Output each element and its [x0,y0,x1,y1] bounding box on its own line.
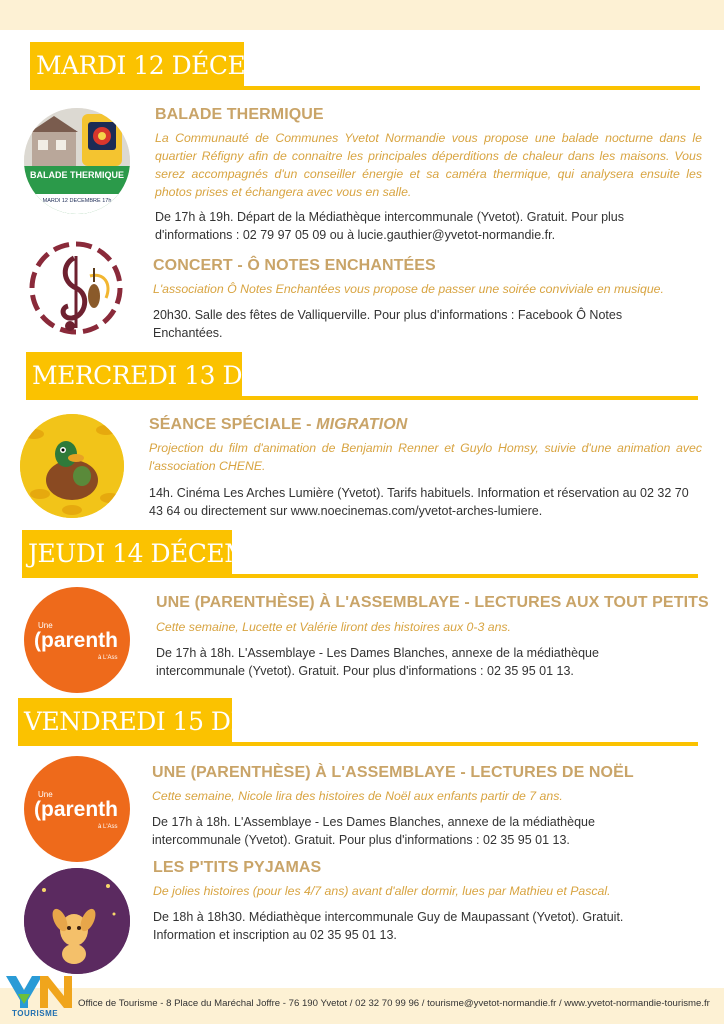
event-info: 20h30. Salle des fêtes de Valliquerville. Pour plus d'informations : Facebook Ô Notes Enchantées. [153,308,623,340]
event-description: Cette semaine, Lucette et Valérie liront des histoires aux 0-3 ans. [156,620,511,634]
logo-big-text: (parenth [34,798,118,821]
event-description: Projection du film d'animation de Benjamin Renner et Guylo Homsy, suivie d'une animation avec l'association CHENE. [149,441,702,473]
day-underline [232,742,698,746]
day-underline [232,574,698,578]
balade-thermique-image [24,108,130,214]
event-title: CONCERT - Ô NOTES ENCHANTÉES [153,257,436,274]
migration-film-image [20,414,124,518]
event-info: De 17h à 18h. L'Assemblaye - Les Dames Blanches, annexe de la médiathèque intercommunale (Yvetot). Gratuit. Pour plus d'informations : 02 35 95 01 13. [152,815,595,847]
parenthese-logo [24,587,130,693]
day-label: VENDREDI 15 DÉCEMBRE [18,698,232,746]
event-description: De jolies histoires (pour les 4/7 ans) avant d'aller dormir, lues par Mathieu et Pascal. [153,884,611,898]
day-underline [244,86,700,90]
day-label: MERCREDI 13 DÉCEMBRE [26,352,242,400]
logo-sub-text: à L'Ass [98,655,118,661]
event-title [149,416,407,434]
day-header-mercredi [26,352,698,402]
event-title: UNE (PARENTHÈSE) À L'ASSEMBLAYE - LECTURES AUX TOUT PETITS [156,594,709,611]
event-title: BALADE THERMIQUE [155,106,324,123]
logo-word: TOURISME [12,1009,59,1018]
day-header-mardi [30,42,700,92]
day-label: JEUDI 14 DÉCEMBRE [22,530,232,578]
day-underline [242,396,698,400]
notes-enchantees-logo [26,238,126,338]
logo-small-text: Une [38,621,53,630]
yvetot-tourisme-logo [4,974,74,1022]
day-header-jeudi [22,530,698,580]
event-description: L'association Ô Notes Enchantées vous propose de passer une soirée conviviale en musique. [153,282,664,296]
footer-contact: Office de Tourisme - 8 Place du Maréchal Joffre - 76 190 Yvetot / 02 32 70 99 96 / tourisme@yvetot-normandie.fr / www.yvetot-normandie-tourisme.fr [78,998,710,1009]
day-label: MARDI 12 DÉCEMBRE [30,42,244,90]
event-info: De 17h à 19h. Départ de la Médiathèque intercommunale (Yvetot). Gratuit. Pour plus d'informations : 02 79 97 05 09 ou à lucie.gauthier@yvetot-normandie.fr. [155,210,625,242]
event-description: Cette semaine, Nicole lira des histoires de Noël aux enfants partir de 7 ans. [152,789,563,803]
logo-sub-text: à L'Ass [98,824,118,830]
parenthese-logo [24,756,130,862]
event-description: La Communauté de Communes Yvetot Normandie vous propose une balade nocturne dans le quartier Réfigny afin de connaitre les principales déperditions de chaleur dans les maisons. Vous serez accompagnés d'un conseiller énergie et sa caméra thermique, qui analysera ensuite les photos prises et échangera avec vous en salle. [155,131,702,199]
event-title-prefix: SÉANCE SPÉCIALE - [149,416,317,433]
event-info: De 18h à 18h30. Médiathèque intercommunale Guy de Maupassant (Yvetot). Gratuit. Information et inscription au 02 35 95 01 13. [153,910,624,942]
event-title-film: MIGRATION [316,416,408,433]
event-title: UNE (PARENTHÈSE) À L'ASSEMBLAYE - LECTURES DE NOËL [152,764,634,781]
day-header-vendredi [18,698,698,748]
top-band [0,0,724,30]
ptits-pyjamas-image [24,868,130,974]
logo-big-text: (parenth [34,629,118,652]
event-info: De 17h à 18h. L'Assemblaye - Les Dames Blanches, annexe de la médiathèque intercommunale (Yvetot). Gratuit. Pour plus d'informations : 02 35 95 01 13. [156,646,599,678]
thumb-caption: BALADE THERMIQUE [30,170,124,180]
event-title: LES P'TITS PYJAMAS [153,859,322,876]
logo-small-text: Une [38,790,53,799]
event-info: 14h. Cinéma Les Arches Lumière (Yvetot). Tarifs habituels. Information et réservation au 02 32 70 43 64 ou directement sur www.noecinemas.com/yvetot-arches-lumiere. [149,486,689,518]
thumb-date: MARDI 12 DECEMBRE 17h [42,198,112,204]
